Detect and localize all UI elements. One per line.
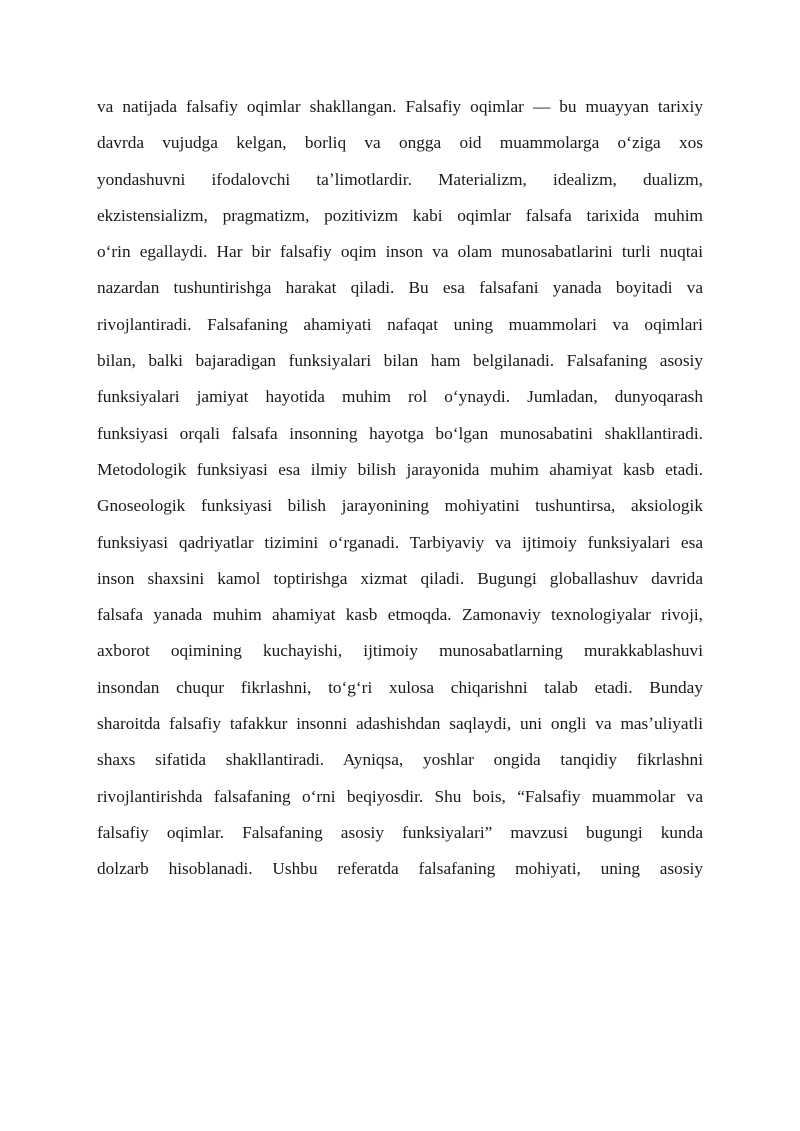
text-line: rivojlantirishda falsafaning oʻrni beqiyosdir. Shu bois, “Falsafiy muammolar va bbox=[97, 786, 703, 806]
text-line: inson shaxsini kamol toptirishga xizmat qiladi. Bugungi globallashuv davrida bbox=[97, 568, 703, 588]
text-line: bilan, balki bajaradigan funksiyalari bilan ham belgilanadi. Falsafaning asosiy bbox=[97, 351, 703, 371]
text-line: funksiyalari jamiyat hayotida muhim rol oʻynaydi. Jumladan, dunyoqarash bbox=[97, 387, 703, 407]
text-line: rivojlantiradi. Falsafaning ahamiyati nafaqat uning muammolari va oqimlari bbox=[97, 314, 703, 334]
text-line: nazardan tushuntirishga harakat qiladi. Bu esa falsafani yanada boyitadi va bbox=[97, 278, 703, 298]
text-line: davrda vujudga kelgan, borliq va ongga oid muammolarga oʻziga xos bbox=[97, 133, 703, 153]
text-line: falsafiy oqimlar. Falsafaning asosiy funksiyalari” mavzusi bugungi kunda bbox=[97, 822, 703, 842]
text-line: Metodologik funksiyasi esa ilmiy bilish jarayonida muhim ahamiyat kasb etadi. bbox=[97, 459, 703, 479]
text-line: yondashuvni ifodalovchi taʼlimotlardir. Materializm, idealizm, dualizm, bbox=[97, 169, 703, 189]
text-line: Gnoseologik funksiyasi bilish jarayonining mohiyatini tushuntirsa, aksiologik bbox=[97, 496, 703, 516]
text-line: sharoitda falsafiy tafakkur insonni adashishdan saqlaydi, uni ongli va masʼuliyatli bbox=[97, 714, 703, 734]
text-line: shaxs sifatida shakllantiradi. Ayniqsa, yoshlar ongida tanqidiy fikrlashni bbox=[97, 750, 703, 770]
text-line: axborot oqimining kuchayishi, ijtimoiy munosabatlarning murakkablashuvi bbox=[97, 641, 703, 661]
text-line: va natijada falsafiy oqimlar shakllangan. Falsafiy oqimlar — bu muayyan tarixiy bbox=[97, 97, 703, 116]
text-line: oʻrin egallaydi. Har bir falsafiy oqim inson va olam munosabatlarini turli nuqtai bbox=[97, 242, 703, 262]
text-line: funksiyasi qadriyatlar tizimini oʻrganadi. Tarbiyaviy va ijtimoiy funksiyalari esa bbox=[97, 532, 703, 552]
text-line: funksiyasi orqali falsafa insonning hayotga boʻlgan munosabatini shakllantiradi. bbox=[97, 423, 703, 443]
text-line: falsafa yanada muhim ahamiyat kasb etmoqda. Zamonaviy texnologiyalar rivoji, bbox=[97, 605, 703, 625]
text-line: insondan chuqur fikrlashni, toʻgʻri xulosa chiqarishni talab etadi. Bunday bbox=[97, 677, 703, 697]
text-line: ekzistensializm, pragmatizm, pozitivizm kabi oqimlar falsafa tarixida muhim bbox=[97, 205, 703, 225]
text-line: dolzarb hisoblanadi. Ushbu referatda falsafaning mohiyati, uning asosiy bbox=[97, 859, 703, 879]
body-paragraph bbox=[97, 89, 703, 888]
